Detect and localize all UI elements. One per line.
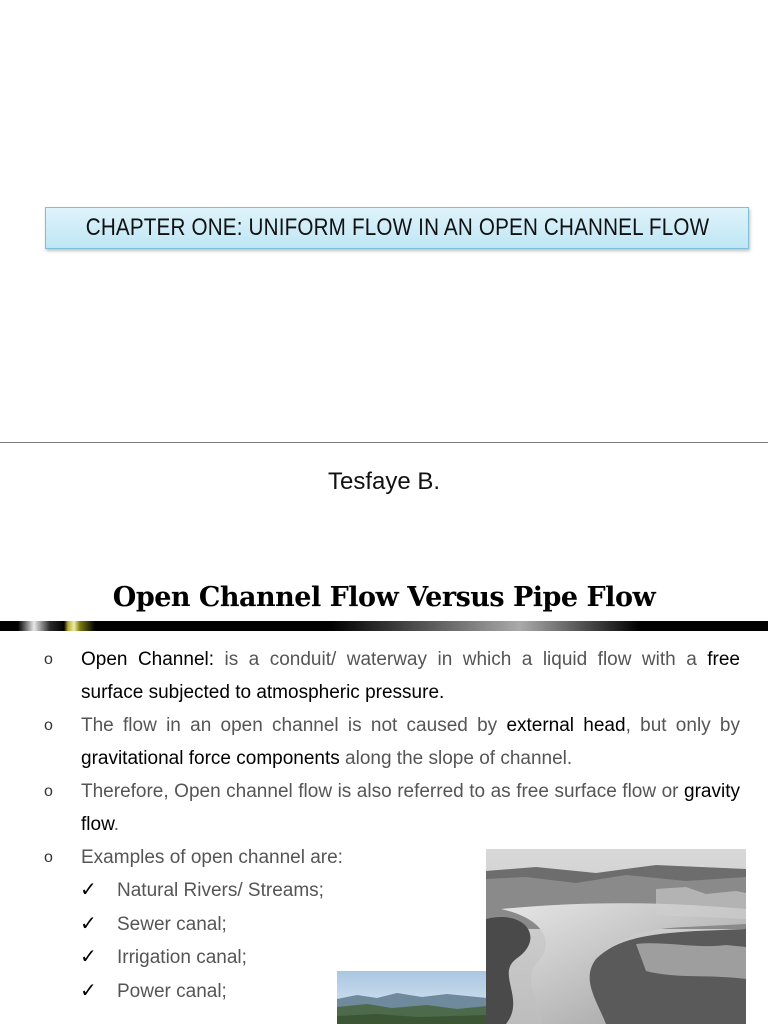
bullet-open-channel <box>40 643 740 709</box>
bullet-text: along the slope of channel. <box>339 748 573 769</box>
slide-2 <box>0 443 768 1024</box>
slide-heading: Open Channel Flow Versus Pipe Flow <box>112 582 656 613</box>
landscape-photo <box>337 971 487 1024</box>
check-icon: ✓ <box>80 946 97 968</box>
bullet-marker: o <box>44 717 53 734</box>
emphasis-text: gravitational force components <box>81 748 340 769</box>
river-canyon-photo-graphic <box>486 849 746 1024</box>
bullet-text: , but only by <box>625 715 740 736</box>
example-text: Sewer canal; <box>117 913 227 935</box>
check-icon: ✓ <box>80 912 97 935</box>
bullet-text: The flow in an open channel is not caused by <box>81 715 507 736</box>
bullet-marker: o <box>44 849 53 866</box>
bullet-text: . <box>113 814 120 835</box>
term-open-channel: Open Channel: <box>81 649 215 670</box>
bullet-marker: o <box>44 783 53 800</box>
title-box <box>45 207 749 249</box>
bullet-text: Therefore, Open channel flow is also referred to as free surface flow or <box>81 781 685 802</box>
bullet-gravity-flow <box>40 775 740 841</box>
check-icon: ✓ <box>80 879 97 901</box>
check-icon: ✓ <box>80 979 97 1002</box>
emphasis-text: external head <box>506 715 626 736</box>
chapter-title: CHAPTER ONE: UNIFORM FLOW IN AN OPEN CHANNEL FLOW <box>85 214 709 241</box>
example-text: Irrigation canal; <box>117 947 247 968</box>
emphasis-text: free surface subjected to atmospheric pressure. <box>81 649 740 703</box>
author-name: Tesfaye B. <box>327 468 441 495</box>
landscape-photo-graphic <box>337 971 487 1024</box>
bullet-flow-cause <box>40 709 740 775</box>
emphasis-text: gravity flow <box>81 781 740 835</box>
bullet-text: Examples of open channel are: <box>81 847 343 868</box>
bullet-marker: o <box>44 651 53 668</box>
example-text: Power canal; <box>117 980 227 1002</box>
decorative-band <box>0 621 768 631</box>
slide-1 <box>0 0 768 442</box>
river-canyon-photo <box>486 849 746 1024</box>
bullet-text: is a conduit/ waterway in which a liquid flow with a <box>214 649 708 670</box>
example-text: Natural Rivers/ Streams; <box>117 880 324 901</box>
